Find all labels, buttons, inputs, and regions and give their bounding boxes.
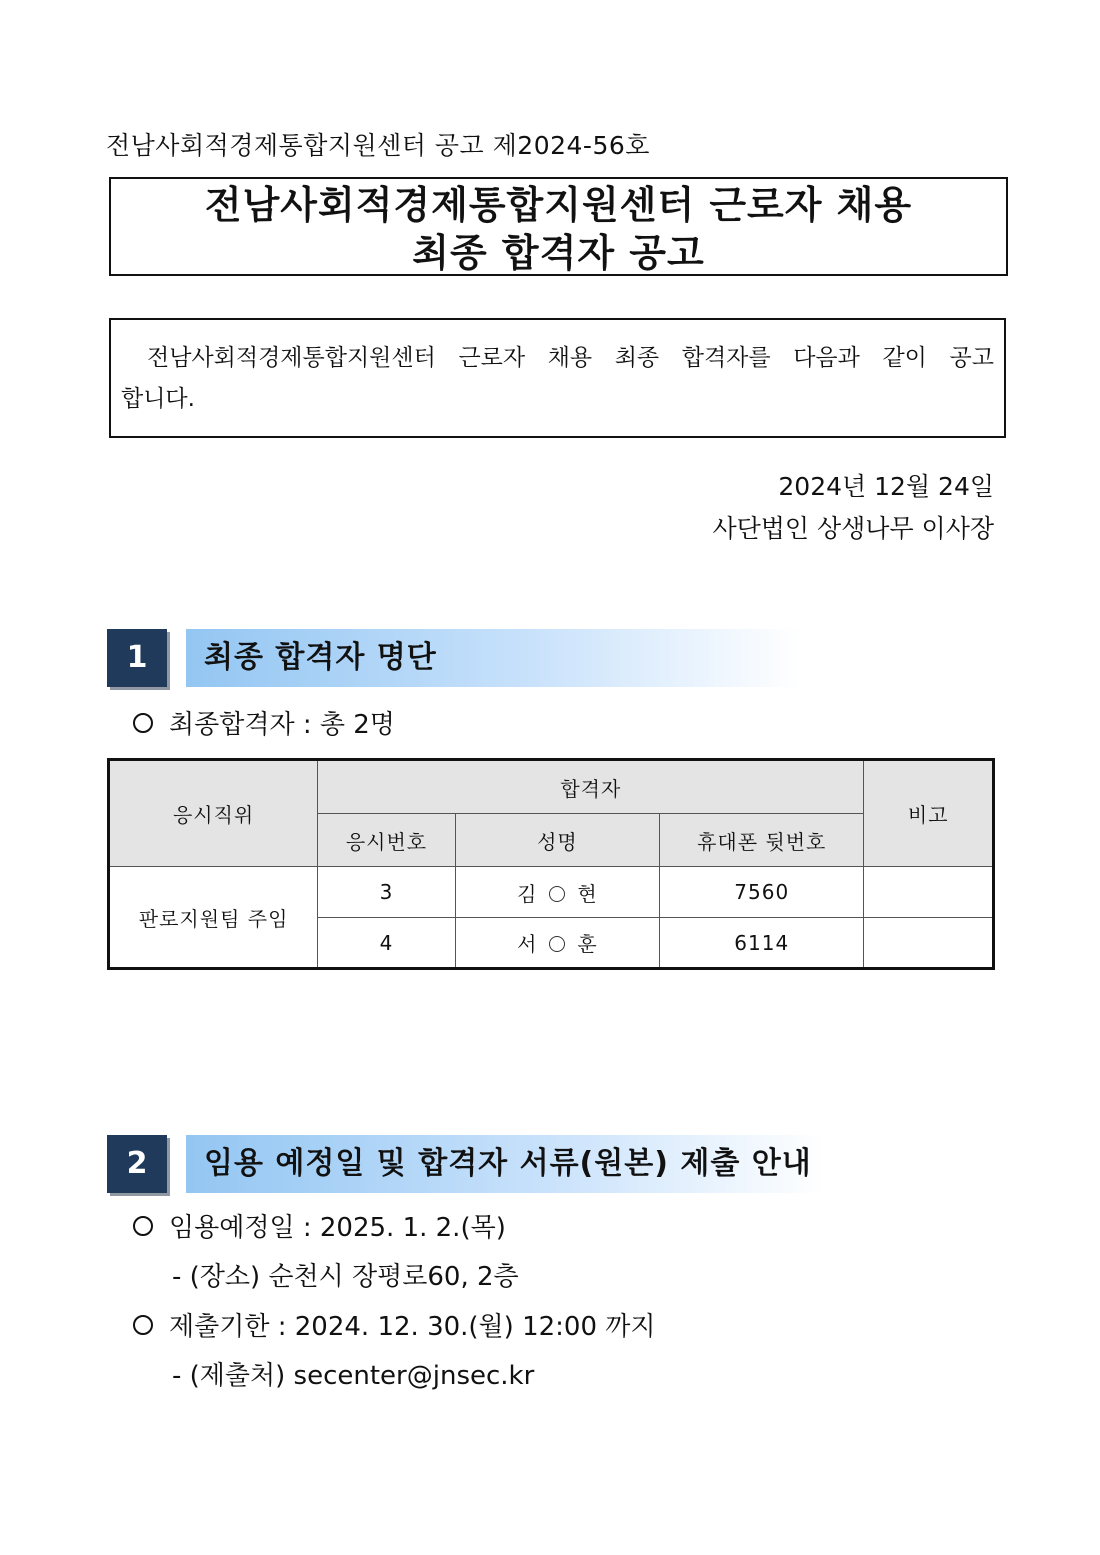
summary-text: 최종합격자 : 총 2명 — [169, 710, 395, 740]
cell-name — [455, 867, 659, 918]
intro-word: 최종 — [614, 345, 660, 371]
deadline-line — [133, 1306, 656, 1343]
name-first: 김 — [517, 881, 538, 906]
table-row — [109, 867, 994, 918]
name-last: 현 — [577, 881, 598, 906]
intro-word: 근로자 — [458, 345, 526, 371]
intro-word: 공고 — [949, 345, 994, 371]
notice-date: 2024년 12월 24일 — [778, 472, 994, 501]
cell-position: 판로지원팀 주임 — [109, 867, 318, 969]
masked-char-icon — [549, 886, 565, 902]
name-first: 서 — [517, 932, 538, 956]
header-name: 성명 — [455, 814, 659, 867]
header-position: 응시직위 — [109, 760, 318, 867]
cell-exam-no: 4 — [318, 918, 456, 969]
title-line-1: 전남사회적경제통합지원센터 근로자 채용 — [204, 183, 913, 227]
cell-remarks — [864, 867, 994, 918]
masked-char-icon — [549, 936, 565, 952]
name-last: 훈 — [577, 932, 598, 956]
organization-name: 사단법인 상생나무 이사장 — [712, 514, 994, 543]
submit-to-line: - (제출처) secenter@jnsec.kr — [172, 1361, 535, 1391]
section-1-title: 최종 합격자 명단 — [186, 629, 801, 687]
title-line-2: 최종 합격자 공고 — [412, 231, 705, 275]
intro-box — [109, 318, 1006, 438]
cell-exam-no: 3 — [318, 867, 456, 918]
circle-bullet-icon — [133, 1216, 153, 1236]
intro-word: 합격자를 — [681, 345, 771, 371]
intro-word: 전남사회적경제통합지원센터 — [147, 345, 436, 371]
header-passers: 합격자 — [318, 760, 864, 814]
cell-phone: 6114 — [660, 918, 864, 969]
start-date-text: 임용예정일 : 2025. 1. 2.(목) — [169, 1213, 506, 1243]
place-line: - (장소) 순천시 장평로60, 2층 — [172, 1262, 519, 1292]
section-2-number: 2 — [107, 1135, 167, 1193]
summary-line — [133, 704, 395, 741]
section-2-title: 임용 예정일 및 합격자 서류(원본) 제출 안내 — [186, 1135, 826, 1193]
circle-bullet-icon — [133, 1315, 153, 1335]
intro-line-1 — [121, 338, 994, 379]
cell-phone: 7560 — [660, 867, 864, 918]
start-date-line — [133, 1207, 506, 1244]
header-exam-no: 응시번호 — [318, 814, 456, 867]
circle-bullet-icon — [133, 713, 153, 733]
deadline-text: 제출기한 : 2024. 12. 30.(월) 12:00 까지 — [169, 1312, 656, 1342]
intro-word: 채용 — [547, 345, 593, 371]
intro-word: 다음과 — [793, 345, 860, 371]
result-table — [107, 758, 995, 970]
cell-remarks — [864, 918, 994, 969]
header-phone: 휴대폰 뒷번호 — [660, 814, 864, 867]
header-remarks: 비고 — [864, 760, 994, 867]
table-header-row — [109, 760, 994, 814]
cell-name — [455, 918, 659, 969]
title-box — [109, 177, 1008, 276]
notice-number: 전남사회적경제통합지원센터 공고 제2024-56호 — [106, 131, 650, 160]
intro-line-2: 합니다. — [121, 386, 195, 412]
intro-word: 같이 — [882, 345, 927, 371]
section-1-number: 1 — [107, 629, 167, 687]
